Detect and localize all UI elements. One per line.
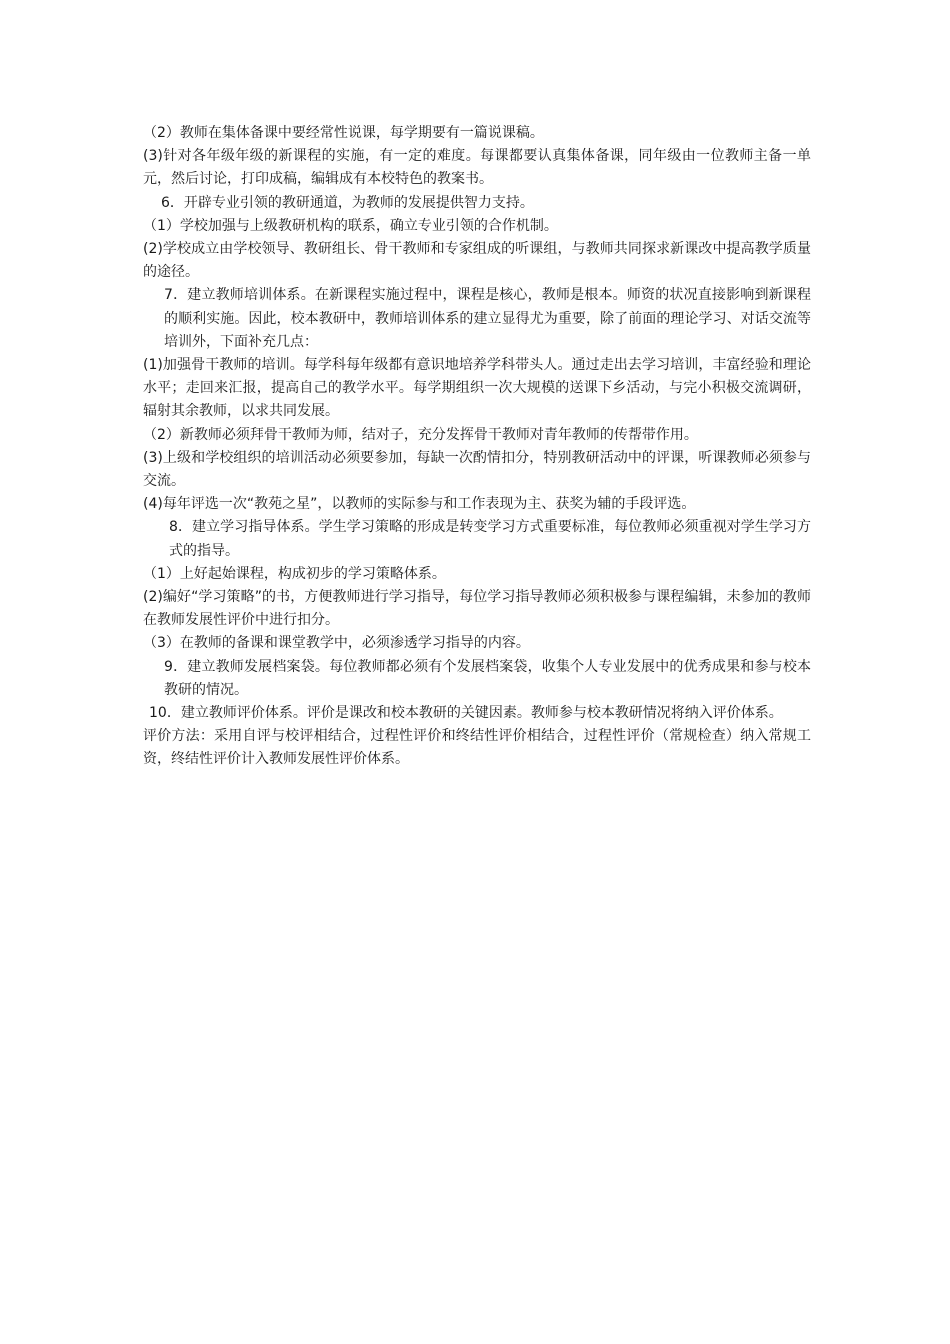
paragraph-3-guidance-in-teaching: （3）在教师的备课和课堂教学中，必须渗透学习指导的内容。 [143,635,530,652]
heading-8-learning-guidance: 8．建立学习指导体系。学生学习策略的形成是转变学习方式重要标准，每位教师必须重视对学生学习方式的指导。 [169,519,811,559]
paragraph-2-mentoring: （2）新教师必须拜骨干教师为师，结对子，充分发挥骨干教师对青年教师的传帮带作用。 [143,426,698,443]
heading-9-development-portfolio: 9．建立教师发展档案袋。每位教师都必须有个发展档案袋，收集个人专业发展中的优秀成果和参与校本教研的情况。 [164,658,811,698]
paragraph-2-lecture-group: (2)学校成立由学校领导、教研组长、骨干教师和专家组成的听课组，与教师共同探求新课改中提高教学质量的途径。 [143,241,811,281]
paragraph-1-initial-course: （1）上好起始课程，构成初步的学习策略体系。 [143,565,446,582]
heading-6-professional-guidance: 6．开辟专业引领的教研通道，为教师的发展提供智力支持。 [161,194,534,211]
document-body [143,122,811,772]
paragraph-2-lesson-talk: （2）教师在集体备课中要经常性说课，每学期要有一篇说课稿。 [143,125,544,141]
paragraph-1-key-teacher-training: (1)加强骨干教师的培训。每学科每年级都有意识地培养学科带头人。通过走出去学习培训，丰富经验和理论水平；走回来汇报，提高自己的教学水平。每学期组织一次大规模的送课下乡活动，与完小积极交流调研，辐射其余教师，以求共同发展。 [143,357,811,420]
heading-10-evaluation-system: 10．建立教师评价体系。评价是课改和校本教研的关键因素。教师参与校本教研情况将纳入评价体系。 [149,705,783,722]
paragraph-3-training-attendance: (3)上级和学校组织的培训活动必须要参加，每缺一次酌情扣分，特别教研活动中的评课，听课教师必须参与交流。 [143,449,811,490]
paragraph-2-strategy-book: (2)编好“学习策略”的书，方便教师进行学习指导，每位学习指导教师必须积极参与课程编辑，未参加的教师在教师发展性评价中进行扣分。 [143,589,811,629]
heading-7-teacher-training: 7．建立教师培训体系。在新课程实施过程中，课程是核心，教师是根本。师资的状况直接影响到新课程的顺利实施。因此，校本教研中，教师培训体系的建立显得尤为重要，除了前面的理论学习、对话交流等培训外，下面补充几点： [164,287,811,350]
paragraph-3-group-preparation: (3)针对各年级年级的新课程的实施，有一定的难度。每课都要认真集体备课，同年级由一位教师主备一单元，然后讨论，打印成稿，编辑成有本校特色的教案书。 [143,148,811,188]
paragraph-1-contact-institutions: （1）学校加强与上级教研机构的联系，确立专业引领的合作机制。 [143,217,558,234]
paragraph-4-star-selection: (4)每年评选一次“教苑之星”，以教师的实际参与和工作表现为主、获奖为辅的手段评选。 [143,496,696,513]
paragraph-evaluation-method: 评价方法：采用自评与校评相结合，过程性评价和终结性评价相结合，过程性评价（常规检查）纳入常规工资，终结性评价计入教师发展性评价体系。 [143,728,811,768]
